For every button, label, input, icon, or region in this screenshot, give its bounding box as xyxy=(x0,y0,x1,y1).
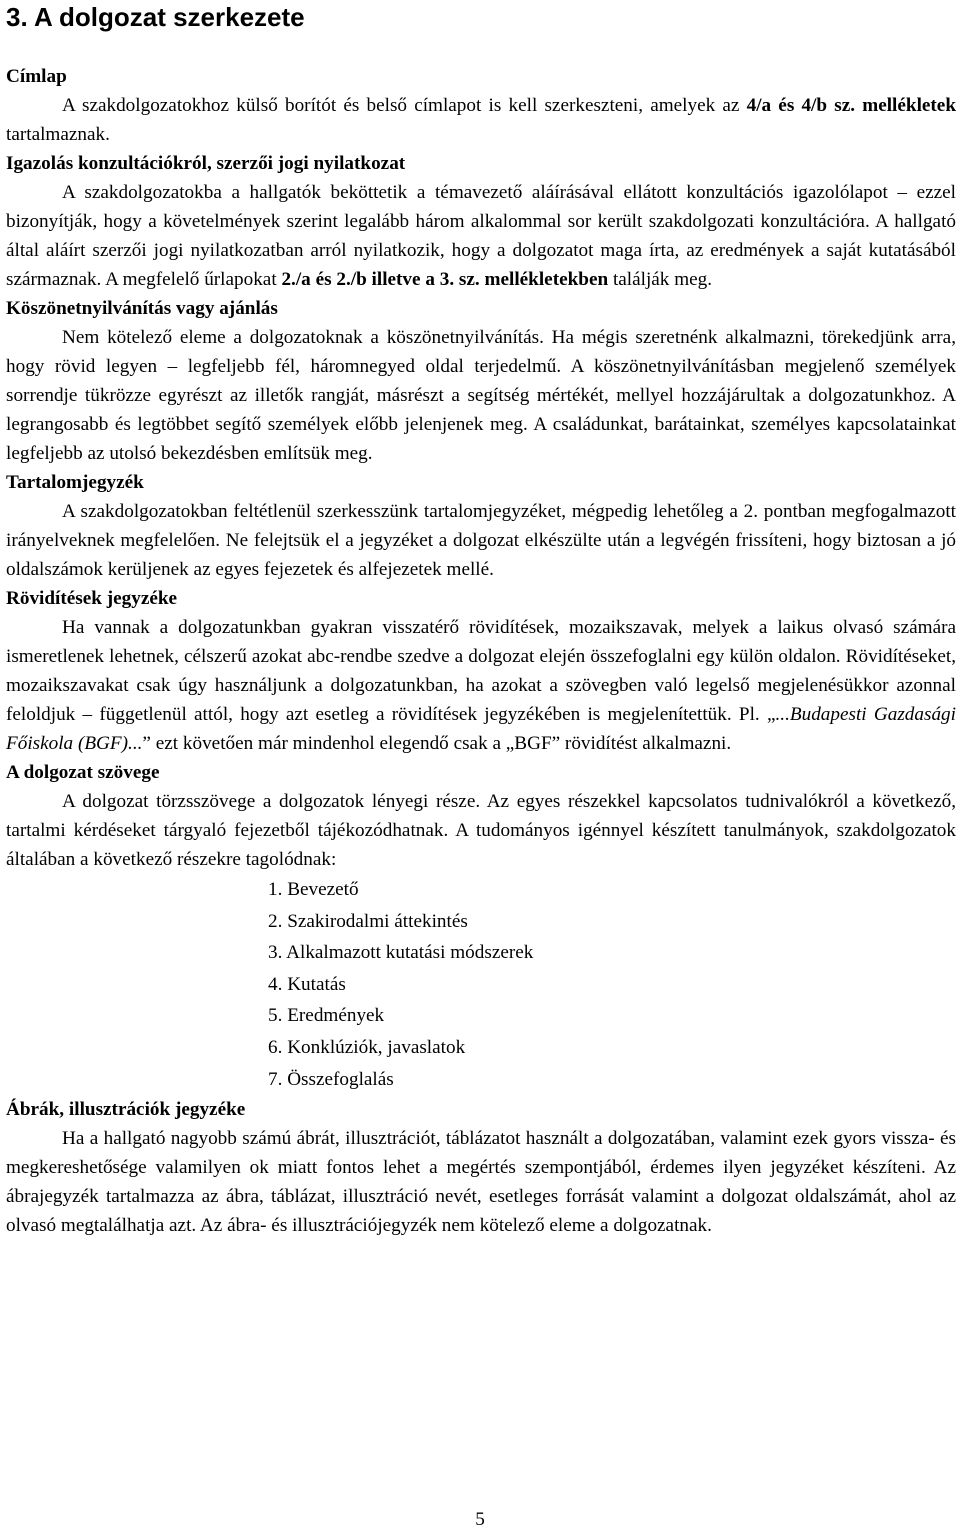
paragraph-cimlap xyxy=(6,91,956,149)
text-run: ” ezt követően már mindenhol elegendő csak a „BGF” rövidítést alkalmazni. xyxy=(142,733,732,754)
section-heading-szoveg: A dolgozat szövege xyxy=(6,762,160,783)
structure-list xyxy=(268,874,956,1095)
paragraph-igazolas xyxy=(6,178,956,294)
section-heading-igazolas: Igazolás konzultációkról, szerzői jogi nyilatkozat xyxy=(6,153,406,174)
text-run: Ha vannak a dolgozatunkban gyakran visszatérő rövidítések, mozaikszavak, melyek a laikus olvasó számára ismeretlenek lehetnek, célszerű azokat abc-rendbe szedve a dolgozat elején összefoglalni egy külön oldalon. Rövidítéseket, mozaikszavakat csak úgy használjunk a dolgozatunkban, ha azokat a szövegben való legelső megjelenésükkor azonnal feloldjuk – függetlenül attól, hogy azt esetleg a rövidítések jegyzékében is megjelenítettük. Pl. „ xyxy=(6,617,956,725)
section-heading-cimlap: Címlap xyxy=(6,66,67,87)
text-run: tartalmaznak. xyxy=(6,124,110,145)
section-heading-tartalom: Tartalomjegyzék xyxy=(6,472,144,493)
list-item: 4. Kutatás xyxy=(268,973,346,995)
text-run: találják meg. xyxy=(608,269,713,290)
list-item: 3. Alkalmazott kutatási módszerek xyxy=(268,942,534,964)
text-run: A szakdolgozatokba a hallgatók beköttetik a témavezető aláírásával ellátott konzultációs igazolólapot – ezzel bizonyítják, hogy a követelmények szerint legalább három alkalommal sor került szakdolgozati konzultációra. A hallgató által aláírt szerzői jogi nyilatkozatban arról nyilatkozik, hogy a dolgozatot maga írta, az eredmények a saját kutatásából származnak. A megfelelő űrlapokat xyxy=(6,182,956,290)
italic-run: ...Budapesti Gazdasági Főiskola (BGF)... xyxy=(6,704,956,754)
chapter-title: 3. A dolgozat szerkezete xyxy=(6,2,305,32)
list-item: 7. Összefoglalás xyxy=(268,1068,394,1090)
bold-run: 2./a és 2./b illetve a 3. sz. mellékletekben xyxy=(281,269,609,290)
paragraph-szoveg: A dolgozat törzsszövege a dolgozatok lényegi része. Az egyes részekkel kapcsolatos tudnivalókról a következő, tartalmi kérdéseket tárgyaló fejezetből tájékozódhatnak. A tudományos igénnyel készített tanulmányok, szakdolgozatok általában a következő részekre tagolódnak: xyxy=(6,791,956,870)
document-body xyxy=(6,62,956,1240)
page-number: 5 xyxy=(475,1509,485,1530)
paragraph-abrak: Ha a hallgató nagyobb számú ábrát, illusztrációt, táblázatot használt a dolgozatában, valamint ezek gyors vissza- és megkereshetősége valamilyen ok miatt fontos lehet a megértés szempontjából, érdemes ilyen jegyzéket készíteni. Az ábrajegyzék tartalmazza az ábra, táblázat, illusztráció nevét, esetleges forrását valamint a dolgozat oldalszámát, ahol az olvasó megtalálhatja azt. Az ábra- és illusztrációjegyzék nem kötelező eleme a dolgozatnak. xyxy=(6,1128,956,1237)
list-item: 6. Konklúziók, javaslatok xyxy=(268,1036,466,1058)
paragraph-rovidites xyxy=(6,613,956,758)
section-heading-rovidites: Rövidítések jegyzéke xyxy=(6,588,178,609)
bold-run: 4/a és 4/b sz. mellékletek xyxy=(746,95,956,116)
section-heading-koszonet: Köszönetnyilvánítás vagy ajánlás xyxy=(6,298,278,319)
paragraph-koszonet: Nem kötelező eleme a dolgozatoknak a köszönetnyilvánítás. Ha mégis szeretnénk alkalmazni, törekedjünk arra, hogy rövid legyen – legfeljebb fél, háromnegyed oldal terjedelmű. A köszönetnyilvánításban megjelenő személyek sorrendje tükrözze egyrészt az illetők rangját, másrészt a segítség mértékét, mellyel hozzájárultak a dolgozatunkhoz. A legrangosabb és legtöbbet segítő személyek előbb jelenjenek meg. A családunkat, barátainkat, személyes kapcsolatainkat legfeljebb az utolsó bekezdésben említsük meg. xyxy=(6,327,956,464)
section-heading-abrak: Ábrák, illusztrációk jegyzéke xyxy=(6,1099,246,1121)
text-run: A szakdolgozatokhoz külső borítót és belső címlapot is kell szerkeszteni, amelyek az xyxy=(62,95,747,116)
list-item: 2. Szakirodalmi áttekintés xyxy=(268,910,468,932)
list-item: 1. Bevezető xyxy=(268,879,359,900)
paragraph-tartalom: A szakdolgozatokban feltétlenül szerkesszünk tartalomjegyzéket, mégpedig lehetőleg a 2. pontban megfogalmazott irányelveknek megfelelően. Ne felejtsük el a jegyzéket a dolgozat elkészülte után a legvégén frissíteni, hogy biztosan a jó oldalszámok kerüljenek az egyes fejezetek és alfejezetek mellé. xyxy=(6,501,956,580)
list-item: 5. Eredmények xyxy=(268,1005,385,1027)
